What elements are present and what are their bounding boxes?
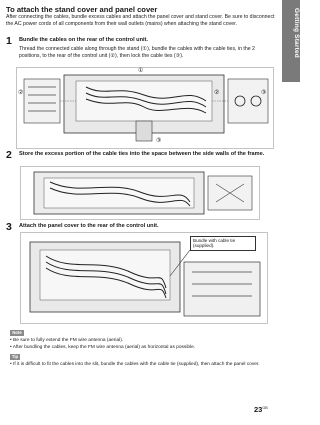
tip-badge: Tip bbox=[11, 354, 19, 359]
step-2-number: 2 bbox=[6, 149, 12, 161]
step-1-number: 1 bbox=[6, 35, 12, 47]
note-badge: Note bbox=[10, 330, 24, 336]
page-number bbox=[254, 405, 268, 414]
note-item-2: • After bundling the cables, keep the FM wire antenna (aerial) as horizontal as possible. bbox=[10, 345, 196, 350]
page-number-value: 23 bbox=[254, 405, 263, 414]
step-1-title: Bundle the cables on the rear of the control unit. bbox=[19, 37, 148, 43]
figure3-callout: Bundle with cable tie (supplied). bbox=[190, 236, 256, 251]
page-heading: To attach the stand cover and panel cover bbox=[6, 5, 158, 14]
note-item-1: • Be sure to fully extend the FM wire antenna (aerial). bbox=[10, 338, 124, 343]
figure1-label-2b: ② bbox=[214, 90, 220, 96]
step-1-body: Thread the connected cable along through the stand (①), bundle the cables with the cable ties, in the 2 positions, to the rear of the control unit (②), then lock the cable ties (③). bbox=[19, 46, 255, 60]
figure1-label-1: ① bbox=[138, 68, 144, 74]
figure-attach-panel-cover bbox=[20, 232, 268, 324]
section-side-tab bbox=[282, 0, 300, 82]
figure-cable-bundling bbox=[16, 67, 274, 149]
step-3-title: Attach the panel cover to the rear of the control unit. bbox=[19, 223, 159, 229]
tip-item-1: • If it is difficult to fit the cables into the slit, bundle the cables with the cable tie (supplied), then attach the panel cover. bbox=[10, 362, 260, 367]
side-tab-label: Getting Started bbox=[293, 8, 300, 58]
figure-cable-bundling-drawing bbox=[16, 67, 274, 149]
intro-paragraph: After connecting the cables, bundle excess cables and attach the panel cover and stand cover. Be sure to disconnect the AC power cords of all components from their wall outlets (mains) when attaching the stand cover. bbox=[6, 14, 275, 28]
figure1-label-3a: ③ bbox=[261, 90, 267, 96]
page-number-suffix: GB bbox=[262, 406, 268, 410]
figure-store-cable-ties-drawing bbox=[20, 166, 260, 220]
step-2-title: Store the excess portion of the cable ties into the space between the side walls of the frame. bbox=[19, 151, 265, 157]
step-3-number: 3 bbox=[6, 221, 12, 233]
figure1-label-3b: ③ bbox=[156, 138, 162, 144]
figure1-label-2a: ② bbox=[18, 90, 24, 96]
figure-store-cable-ties bbox=[20, 166, 260, 220]
